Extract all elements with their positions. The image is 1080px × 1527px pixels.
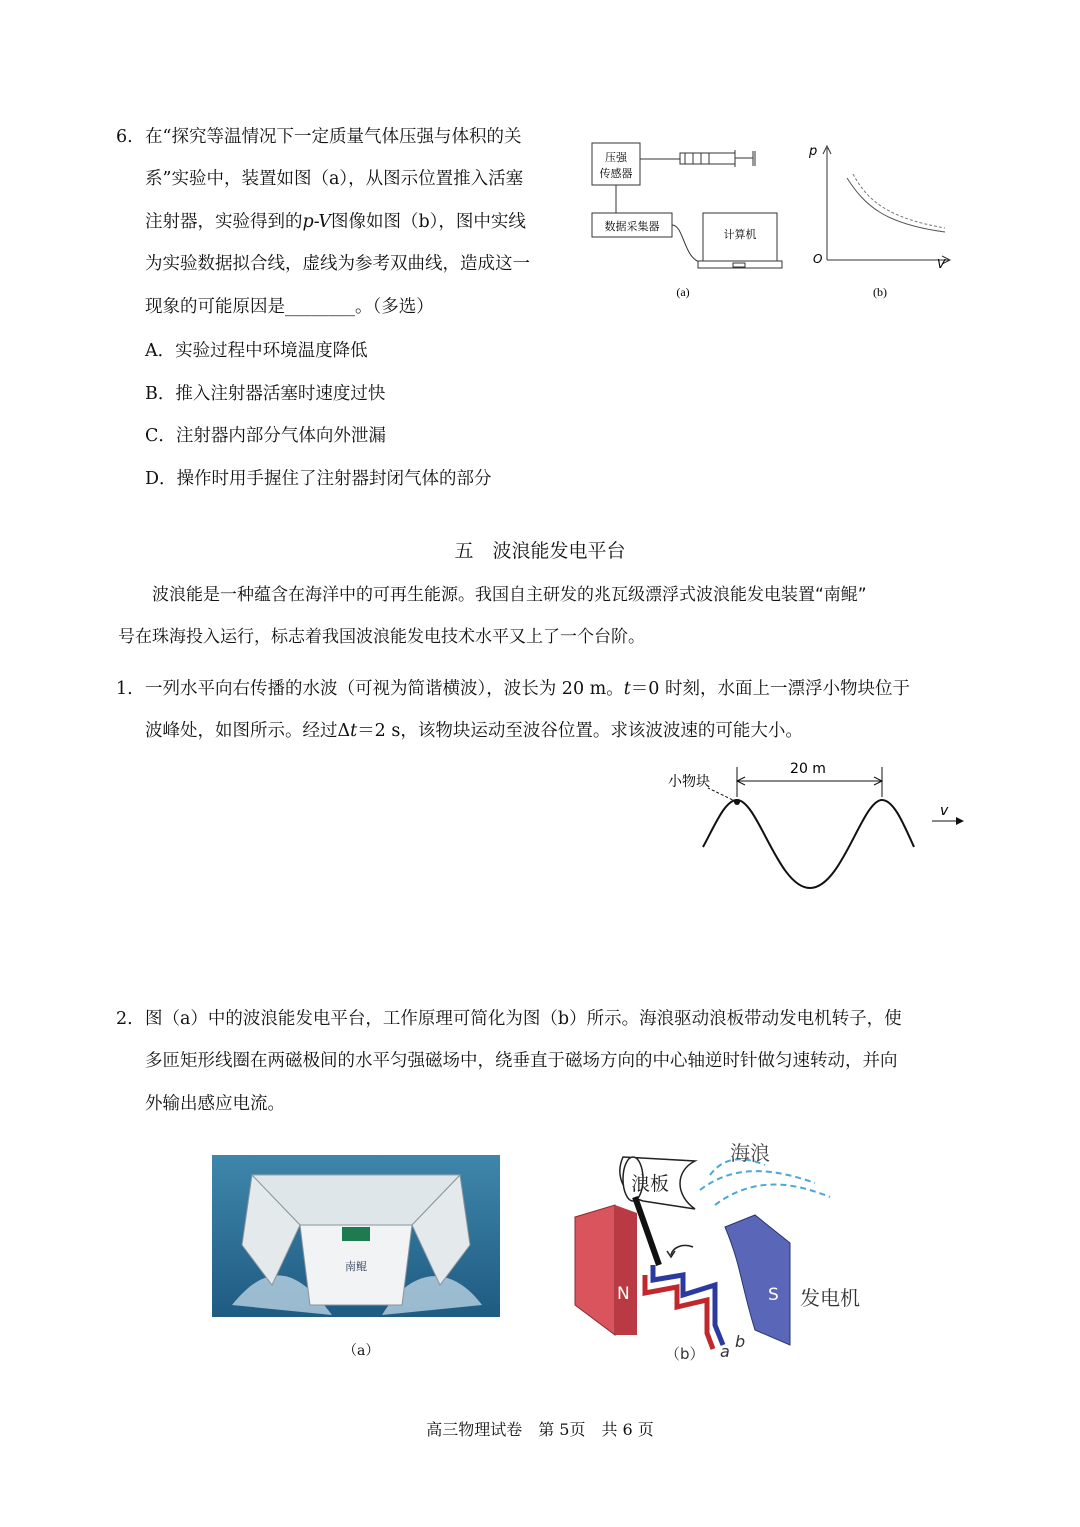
q2-line-3: 外输出感应电流。 bbox=[145, 1094, 285, 1114]
terminal-b: b bbox=[735, 1332, 746, 1351]
page-footer: 高三物理试卷 第 5页 共 6 页 bbox=[426, 1420, 654, 1439]
q2-line-1: 图（a）中的波浪能发电平台，工作原理可简化为图（b）所示。海浪驱动浪板带动发电机转子，使 bbox=[145, 1009, 902, 1029]
intro-line-1: 波浪能是一种蕴含在海洋中的可再生能源。我国自主研发的兆瓦级漂浮式波浪能发电装置“南鲲” bbox=[152, 585, 867, 605]
n-label: N bbox=[617, 1284, 630, 1304]
q1-line-1: 一列水平向右传播的水波（可视为简谐横波），波长为 20 m。t＝0 时刻，水面上一漂浮小物块位于 bbox=[145, 679, 910, 699]
wavelength-label: 20 m bbox=[790, 761, 826, 777]
block-label: 小物块 bbox=[668, 774, 710, 790]
magnet-s bbox=[725, 1215, 790, 1345]
q6-line-3: 注射器，实验得到的p-V图像如图（b），图中实线 bbox=[145, 212, 526, 232]
wave-label: 海浪 bbox=[730, 1141, 770, 1165]
board-label: 浪板 bbox=[631, 1173, 670, 1195]
section-title: 五 波浪能发电平台 bbox=[454, 540, 626, 562]
answer-blank: ________ bbox=[285, 297, 355, 317]
magnet-n-side bbox=[615, 1205, 637, 1335]
option-d: D．操作时用手握住了注射器封闭气体的部分 bbox=[145, 469, 492, 489]
wire-2 bbox=[672, 225, 705, 263]
generator-label: 发电机 bbox=[800, 1286, 860, 1310]
q6-line-5: 现象的可能原因是________。（多选） bbox=[145, 297, 434, 317]
q6-line-4: 为实验数据拟合线，虚线为参考双曲线，造成这一 bbox=[145, 254, 530, 274]
q1-number: 1. bbox=[116, 679, 133, 699]
p-axis-label: p bbox=[809, 144, 818, 159]
wave-curve bbox=[703, 800, 914, 888]
option-a: A．实验过程中环境温度降低 bbox=[145, 341, 368, 361]
origin-label: O bbox=[813, 252, 823, 266]
syringe-barrel bbox=[680, 153, 735, 164]
block-leader bbox=[708, 788, 737, 802]
collector-label: 数据采集器 bbox=[604, 220, 660, 233]
option-b: B．推入注射器活塞时速度过快 bbox=[145, 384, 386, 404]
pv-graph bbox=[805, 138, 955, 303]
rotation-arrow bbox=[671, 1245, 693, 1255]
fit-curve bbox=[847, 178, 945, 232]
option-c: C．注射器内部分气体向外泄漏 bbox=[145, 426, 386, 446]
photo-caption: （a） bbox=[343, 1343, 380, 1359]
q2-number: 2. bbox=[116, 1009, 133, 1029]
deckhouse bbox=[342, 1227, 370, 1241]
fig-b-caption: (b) bbox=[873, 285, 887, 299]
apparatus-figure bbox=[585, 135, 800, 305]
coil-red bbox=[645, 1275, 713, 1349]
ship-name: 南鲲 bbox=[345, 1260, 367, 1273]
q2-line-2: 多匝矩形线圈在两磁极间的水平匀强磁场中，绕垂直于磁场方向的中心轴逆时针做匀速转动，并向 bbox=[145, 1051, 898, 1071]
v-axis-label: V bbox=[937, 257, 946, 271]
schematic-caption: （b） bbox=[665, 1345, 705, 1363]
pv-label: p-V bbox=[302, 212, 331, 232]
reference-hyperbola bbox=[853, 174, 945, 228]
drive-shaft bbox=[635, 1197, 659, 1265]
q6-line-1: 在“探究等温情况下一定质量气体压强与体积的关 bbox=[145, 127, 522, 147]
terminal-a: a bbox=[720, 1342, 730, 1361]
computer-label: 计算机 bbox=[723, 228, 757, 241]
intro-line-2: 号在珠海投入运行，标志着我国波浪能发电技术水平又上了一个台阶。 bbox=[118, 627, 645, 647]
magnet-n-front bbox=[575, 1205, 615, 1335]
sensor-label-1: 压强 bbox=[605, 151, 627, 164]
q6-number: 6. bbox=[116, 127, 133, 147]
wave-line-2 bbox=[700, 1171, 815, 1190]
q1-line-2: 波峰处，如图所示。经过Δt＝2 s，该物块运动至波谷位置。求该波波速的可能大小。 bbox=[145, 721, 803, 741]
q6-line-2: 系”实验中，装置如图（a），从图示位置推入活塞 bbox=[145, 169, 524, 189]
generator-schematic bbox=[565, 1135, 885, 1370]
wave-figure bbox=[660, 755, 970, 900]
platform-photo bbox=[212, 1155, 500, 1317]
fig-a-caption: (a) bbox=[676, 285, 690, 299]
wave-line-3 bbox=[715, 1185, 830, 1206]
sensor-label-2: 传感器 bbox=[599, 167, 633, 180]
s-label: S bbox=[768, 1285, 779, 1305]
velocity-label: v bbox=[940, 803, 949, 819]
